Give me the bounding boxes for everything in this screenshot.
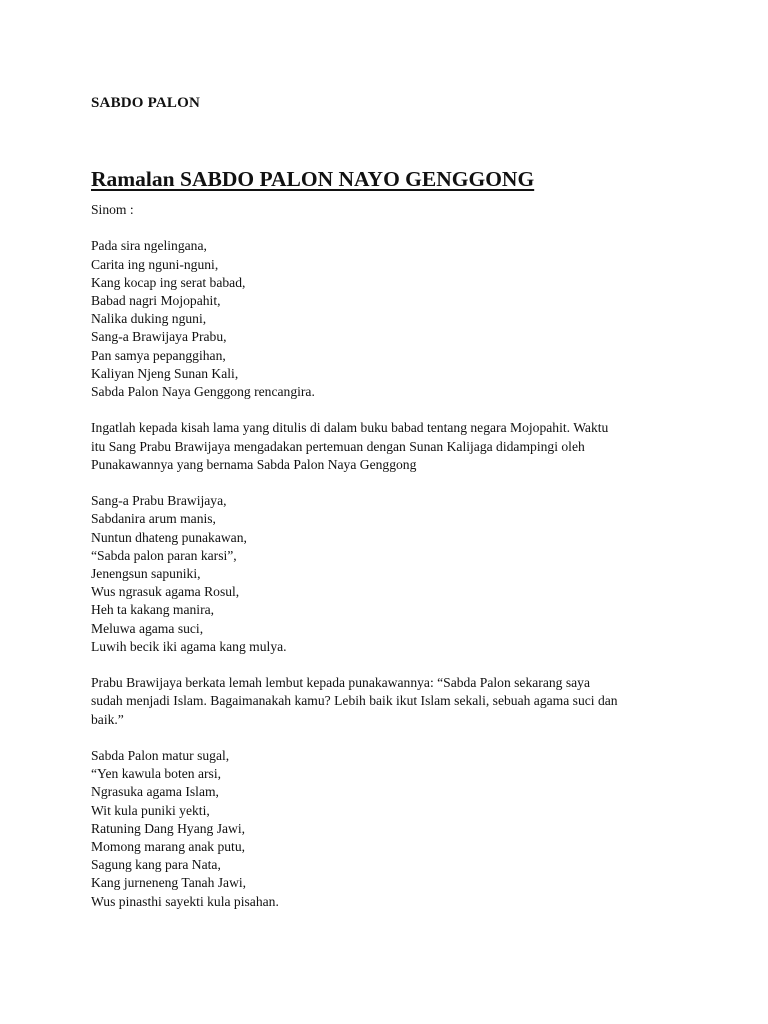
verse-line: “Sabda palon paran karsi”,: [91, 547, 237, 563]
verse-line: Ratuning Dang Hyang Jawi,: [91, 820, 246, 836]
verse-line: Wus ngrasuk agama Rosul,: [91, 584, 240, 600]
verse-line: “Yen kawula boten arsi,: [91, 766, 221, 782]
document-body: [91, 201, 691, 911]
paragraph-line: sudah menjadi Islam. Bagaimanakah kamu? Lebih baik ikut Islam sekali, sebuah agama suci dan: [91, 693, 618, 709]
paragraph-line: itu Sang Prabu Brawijaya mengadakan pertemuan dengan Sunan Kalijaga didampingi oleh: [91, 438, 585, 454]
spacer: [91, 729, 691, 747]
verse-line: Pada sira ngelingana,: [91, 238, 207, 254]
verse-line: Carita ing nguni-nguni,: [91, 256, 219, 272]
verse-line: Nalika duking nguni,: [91, 311, 207, 327]
stanza-1: [91, 237, 691, 401]
spacer: [91, 401, 691, 419]
paragraph-line: baik.”: [91, 711, 124, 727]
verse-line: Babad nagri Mojopahit,: [91, 293, 221, 308]
verse-line: Sabda Palon Naya Genggong rencangira.: [91, 384, 315, 400]
form-label: Sinom :: [91, 202, 134, 217]
spacer: [91, 656, 691, 674]
verse-line: Sabda Palon matur sugal,: [91, 748, 230, 764]
verse-line: Luwih becik iki agama kang mulya.: [91, 638, 287, 654]
verse-line: Momong marang anak putu,: [91, 839, 246, 855]
verse-line: Wus pinasthi sayekti kula pisahan.: [91, 893, 279, 909]
main-heading: Ramalan SABDO PALON NAYO GENGGONG: [91, 167, 535, 191]
stanza-2: [91, 492, 691, 656]
verse-line: Kaliyan Njeng Sunan Kali,: [91, 365, 239, 381]
verse-line: Wit kula puniki yekti,: [91, 802, 210, 818]
verse-line: Nuntun dhateng punakawan,: [91, 529, 247, 545]
verse-line: Sang-a Prabu Brawijaya,: [91, 493, 227, 509]
paragraph-1: [91, 419, 676, 474]
stanza-3: [91, 747, 691, 911]
spacer: [91, 219, 691, 237]
paragraph-line: Ingatlah kepada kisah lama yang ditulis di dalam buku babad tentang negara Mojopahit. Waktu: [91, 420, 609, 436]
verse-line: Pan samya pepanggihan,: [91, 347, 226, 363]
paragraph-line: Prabu Brawijaya berkata lemah lembut kepada punakawannya: “Sabda Palon sekarang saya: [91, 675, 591, 691]
spacer: [91, 474, 691, 492]
verse-line: Kang jurneneng Tanah Jawi,: [91, 875, 247, 891]
verse-line: Heh ta kakang manira,: [91, 602, 215, 618]
verse-line: Ngrasuka agama Islam,: [91, 784, 219, 800]
verse-line: Sang-a Brawijaya Prabu,: [91, 329, 227, 345]
verse-line: Kang kocap ing serat babad,: [91, 274, 246, 290]
verse-line: Meluwa agama suci,: [91, 620, 204, 636]
verse-line: Jenengsun sapuniki,: [91, 566, 201, 582]
verse-line: Sabdanira arum manis,: [91, 511, 216, 527]
paragraph-2: [91, 674, 676, 729]
document-title: SABDO PALON: [91, 95, 201, 111]
verse-line: Sagung kang para Nata,: [91, 857, 221, 873]
paragraph-line: Punakawannya yang bernama Sabda Palon Naya Genggong: [91, 456, 417, 472]
